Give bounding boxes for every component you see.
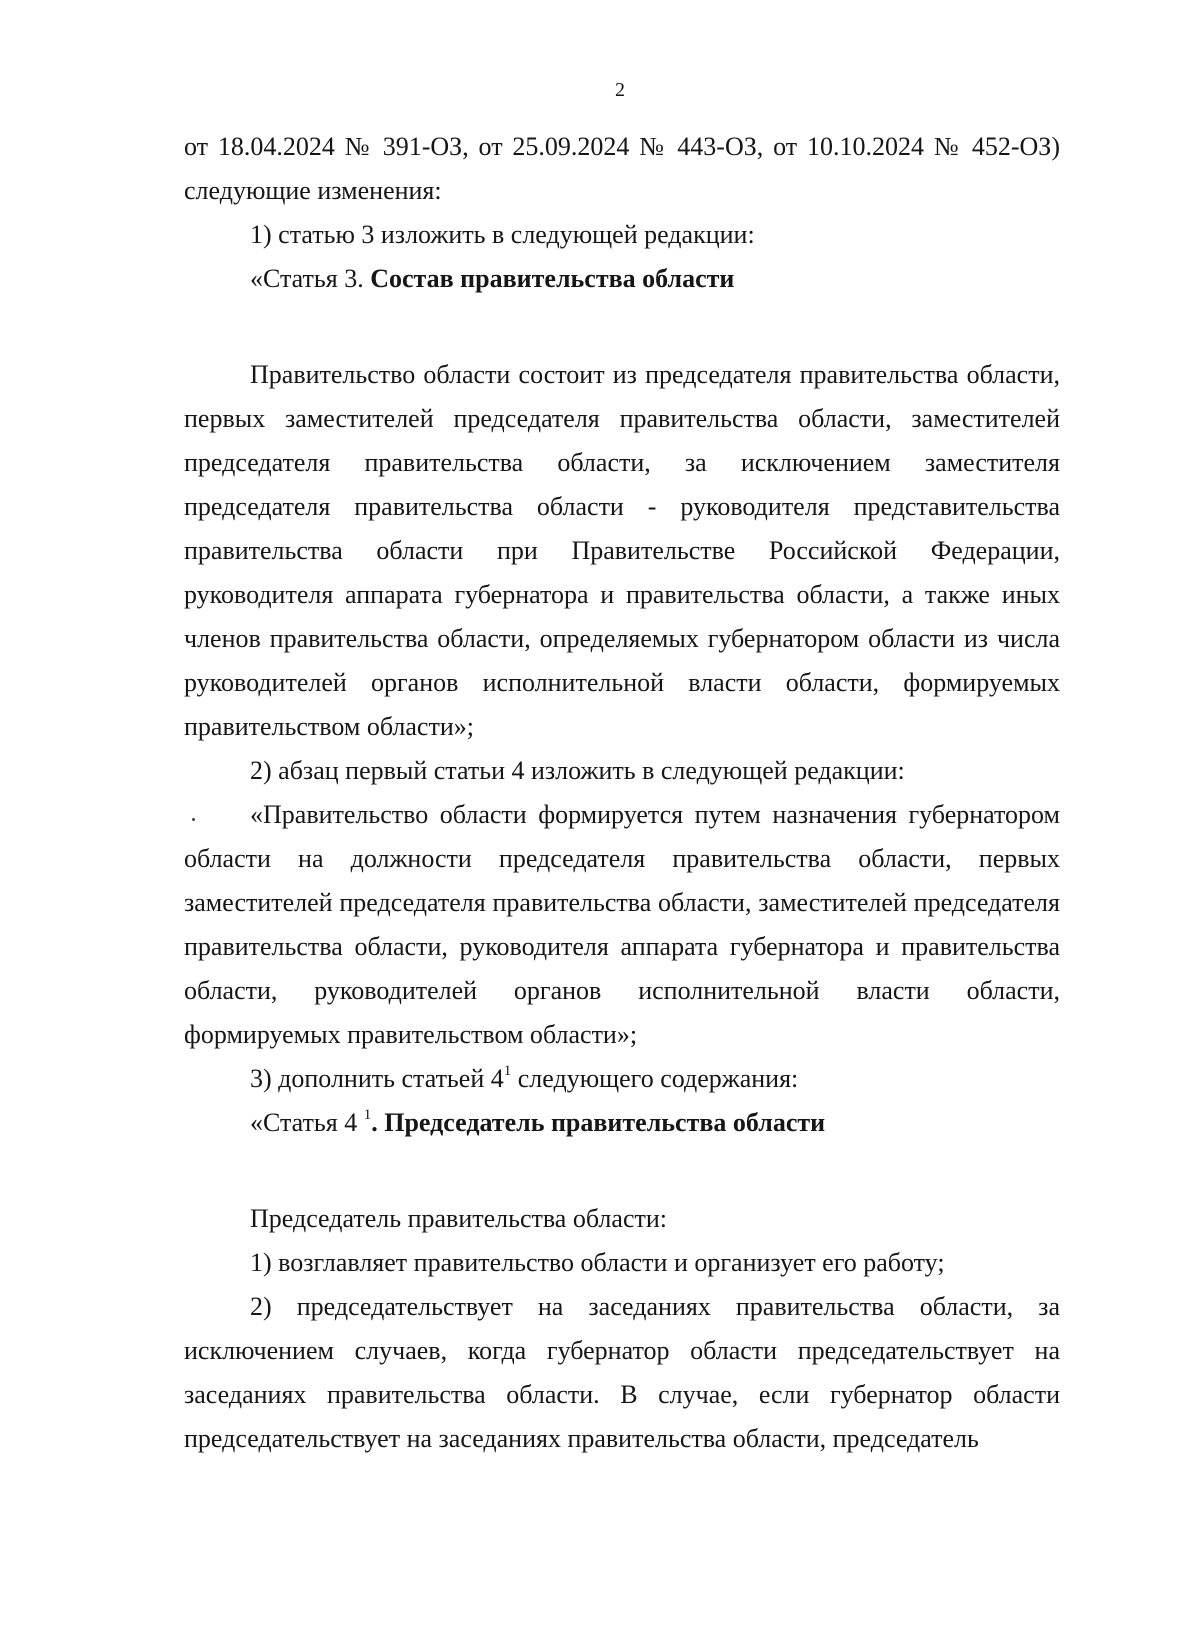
paragraph-item-2: 2) абзац первый статьи 4 изложить в следующей редакции: bbox=[250, 756, 905, 785]
article-3-title: Состав правительства области bbox=[370, 264, 735, 293]
page-number: 2 bbox=[615, 79, 625, 101]
paragraph-article-4-text: «Правительство области формируется путем назначения губернатором области на должности председателя правительства области, первых заместителей председателя правительства области, заместителей председателя правительства области, руководителя аппарата губернатора и правительства области, руководителей органов исполнительной власти области, формируемых правительством области»; bbox=[184, 800, 1060, 1049]
paragraph-chairman-intro: Председатель правительства области: bbox=[250, 1204, 667, 1233]
paragraph-chairman-duty-2: 2) председательствует на заседаниях правительства области, за исключением случаев, когда губернатор области председательствует на заседаниях правительства области. В случае, если губернатор области председательствует на заседаниях правительства области, председатель bbox=[184, 1292, 1060, 1453]
article-3-prefix: «Статья 3. bbox=[250, 264, 371, 293]
article-4-1-superscript: 1 bbox=[363, 1107, 372, 1124]
paragraph-chairman-duty-1: 1) возглавляет правительство области и организует его работу; bbox=[250, 1248, 945, 1277]
paragraph-article-3-text: Правительство области состоит из председателя правительства области, первых заместителей председателя правительства области, заместителей председателя правительства области, за исключением заместителя председателя правительства области - руководителя представительства правительства области при Правительстве Российской Федерации, руководителя аппарата губернатора и правительства области, а также иных членов правительства области, определяемых губернатором области из числа руководителей органов исполнительной власти области, формируемых правительством области»; bbox=[184, 360, 1060, 741]
item-3-text-start: 3) дополнить статьей 4 bbox=[250, 1064, 504, 1093]
article-4-1-heading bbox=[184, 1101, 1060, 1145]
article-4-1-prefix: «Статья 4 bbox=[250, 1108, 364, 1137]
article-4-1-title: Председатель правительства области bbox=[384, 1108, 826, 1137]
document-body bbox=[184, 125, 1060, 1461]
paragraph-amendment-list: от 18.04.2024 № 391-ОЗ, от 25.09.2024 № 443-ОЗ, от 10.10.2024 № 452-ОЗ) следующие изменения: bbox=[184, 132, 1060, 205]
item-3-text-end: следующего содержания: bbox=[511, 1064, 799, 1093]
article-4-1-dot: . bbox=[371, 1108, 385, 1137]
paragraph-item-3 bbox=[184, 1057, 1060, 1101]
article-3-heading bbox=[184, 257, 1060, 301]
paragraph-item-1: 1) статью 3 изложить в следующей редакции: bbox=[250, 220, 755, 249]
item-3-superscript: 1 bbox=[503, 1063, 512, 1080]
